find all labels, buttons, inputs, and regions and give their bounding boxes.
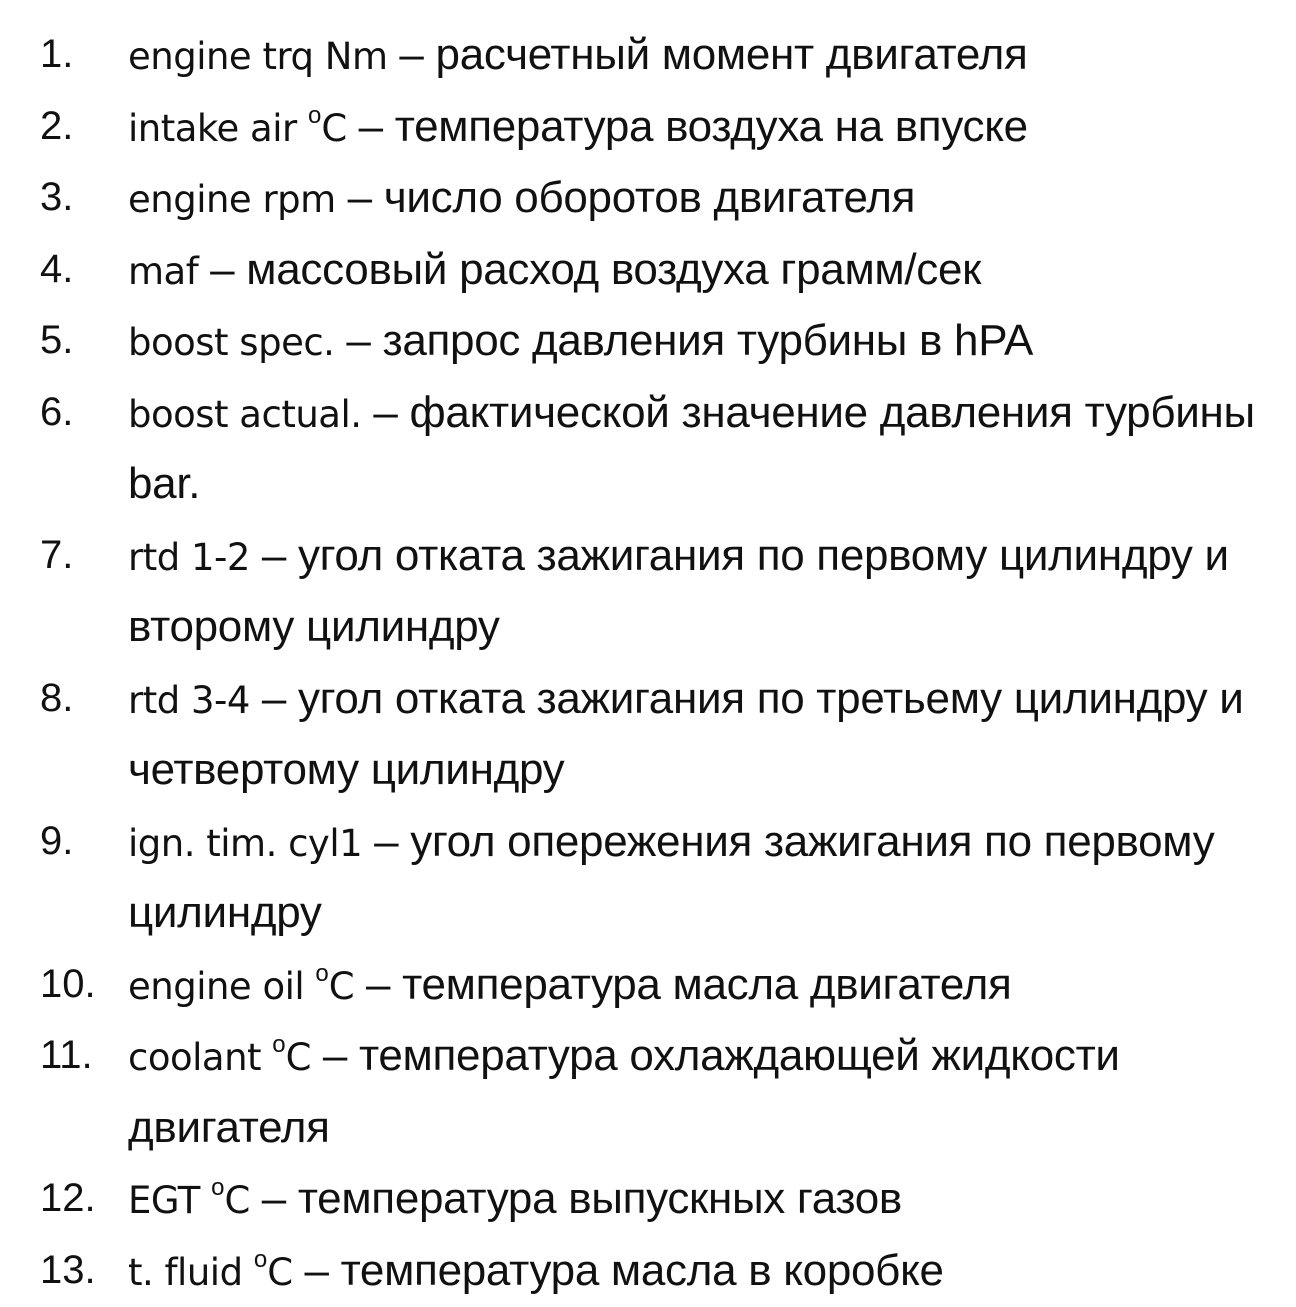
item-text [128, 378, 1296, 521]
param-code: engine oil [128, 965, 315, 1008]
param-unit: C [267, 1251, 292, 1294]
item-number: 13. [0, 1236, 128, 1306]
list-item [0, 378, 1296, 521]
dash: – [293, 1246, 341, 1295]
param-code: t. fluid [128, 1251, 254, 1294]
item-text [128, 1021, 1296, 1164]
parameter-list [0, 20, 1296, 1307]
param-code: coolant [128, 1036, 272, 1079]
degree-mark: o [211, 1174, 224, 1201]
param-description: угол опережения зажигания по первому цилиндру [128, 817, 1214, 938]
param-code: intake air [128, 107, 308, 150]
item-text [128, 235, 1296, 307]
param-description: число оборотов двигателя [384, 173, 915, 222]
list-item [0, 1236, 1296, 1307]
param-unit: C [329, 965, 354, 1008]
param-code: engine trq Nm [128, 35, 388, 78]
item-number: 8. [0, 664, 128, 734]
item-text [128, 807, 1296, 950]
item-number: 10. [0, 950, 128, 1020]
list-item [0, 20, 1296, 92]
dash: – [250, 1174, 298, 1223]
item-number: 12. [0, 1164, 128, 1234]
param-code: ign. tim. cyl1 [128, 822, 362, 865]
item-text [128, 20, 1296, 92]
degree-mark: o [272, 1031, 285, 1058]
param-description: угол отката зажигания по третьему цилиндру и четвертому цилиндру [128, 674, 1244, 795]
item-number: 4. [0, 235, 128, 305]
param-unit: C [286, 1036, 311, 1079]
dash: – [336, 173, 384, 222]
item-text [128, 1164, 1296, 1236]
item-number: 5. [0, 306, 128, 376]
param-description: температура масла двигателя [402, 960, 1011, 1009]
param-description: запрос давления турбины в hPA [382, 316, 1033, 365]
param-description: температура воздуха на впуске [395, 102, 1028, 151]
item-text [128, 521, 1296, 664]
item-text [128, 306, 1296, 378]
list-item [0, 163, 1296, 235]
dash: – [311, 1031, 359, 1080]
param-description: расчетный момент двигателя [436, 30, 1028, 79]
item-number: 7. [0, 521, 128, 591]
dash: – [388, 30, 436, 79]
item-text [128, 92, 1296, 164]
item-text [128, 1236, 1296, 1307]
degree-mark: o [315, 960, 328, 987]
degree-mark: o [308, 102, 321, 129]
dash: – [354, 960, 402, 1009]
list-item [0, 950, 1296, 1022]
dash: – [250, 674, 298, 723]
list-item [0, 92, 1296, 164]
item-text [128, 664, 1296, 807]
param-unit: C [321, 107, 346, 150]
item-number: 3. [0, 163, 128, 233]
item-text [128, 163, 1296, 235]
list-item [0, 1021, 1296, 1164]
param-code: maf [128, 250, 198, 293]
param-code: engine rpm [128, 178, 336, 221]
item-number: 6. [0, 378, 128, 448]
item-number: 1. [0, 20, 128, 90]
param-code: EGT [128, 1179, 211, 1222]
dash: – [347, 102, 395, 151]
list-item [0, 807, 1296, 950]
param-code: boost spec. [128, 321, 334, 364]
param-description: массовый расход воздуха грамм/сек [246, 245, 981, 294]
dash: – [198, 245, 246, 294]
param-code: boost actual. [128, 393, 362, 436]
item-number: 9. [0, 807, 128, 877]
list-item [0, 1164, 1296, 1236]
item-number: 11. [0, 1021, 128, 1091]
dash: – [250, 531, 298, 580]
param-code: rtd 1-2 [128, 536, 250, 579]
param-description: температура выпускных газов [298, 1174, 902, 1223]
param-code: rtd 3-4 [128, 679, 250, 722]
param-description: температура масла в коробке [341, 1246, 944, 1295]
param-description: фактической значение давления турбины bar. [128, 388, 1255, 509]
list-item [0, 235, 1296, 307]
param-unit: C [224, 1179, 249, 1222]
param-description: температура охлаждающей жидкости двигателя [128, 1031, 1120, 1152]
dash: – [362, 817, 410, 866]
list-item [0, 521, 1296, 664]
list-item [0, 664, 1296, 807]
list-item [0, 306, 1296, 378]
dash: – [334, 316, 382, 365]
param-description: угол отката зажигания по первому цилиндру и второму цилиндру [128, 531, 1229, 652]
item-text [128, 950, 1296, 1022]
dash: – [362, 388, 410, 437]
degree-mark: o [254, 1246, 267, 1273]
item-number: 2. [0, 92, 128, 162]
